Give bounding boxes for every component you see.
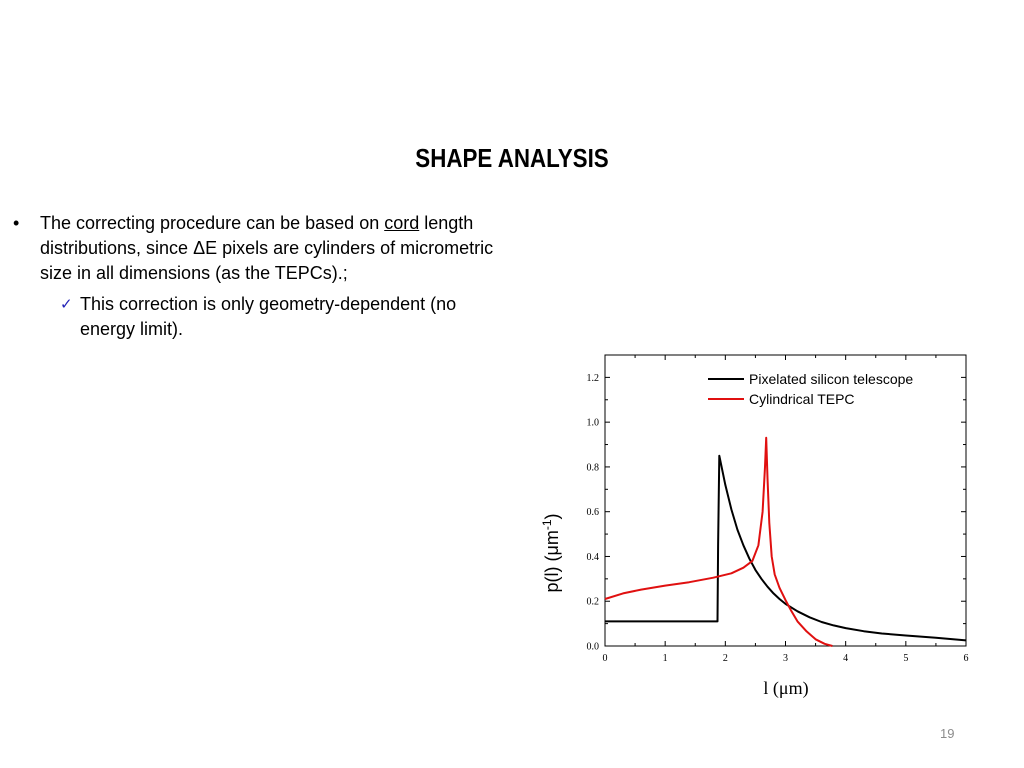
y-tick-label: 1.2 [586,372,599,384]
chart-legend [708,371,913,407]
cord-link[interactable]: cord [384,213,420,233]
y-tick-label: 0.6 [586,507,599,519]
legend-label-1: Pixelated silicon telescope [749,371,914,387]
sub-bullet-item [8,292,508,342]
bullet-dot-icon: • [13,213,20,233]
y-axis-label [540,513,562,592]
y-tick-label: 0.4 [586,551,599,563]
page-number: 19 [940,726,955,741]
chart-series [605,438,966,646]
y-axis-label-tail: ) [542,513,562,520]
x-tick-label: 0 [602,653,608,664]
slide-title: SHAPE ANALYSIS [415,143,609,173]
y-tick-label: 0.8 [586,462,599,474]
legend-label-2: Cylindrical TEPC [749,391,855,407]
x-tick-label: 1 [662,653,668,664]
bullet-list [8,211,508,342]
y-tick-label: 0.2 [586,596,599,608]
x-tick-label: 5 [903,653,909,664]
y-tick-label: 0.0 [586,641,599,653]
y-tick-label: 1.0 [586,417,599,429]
sub-bullet-text: This correction is only geometry-dependent (no energy limit). [80,294,457,339]
bullet-item-1 [8,211,508,286]
series-line-1 [605,456,966,641]
x-tick-label: 2 [722,653,728,664]
x-axis-label: l (μm) [763,678,809,698]
y-axis-label-base: p(l) (μm [542,530,562,593]
y-axis-label-sup: -1 [540,519,554,531]
checkmark-icon: ✓ [60,296,73,313]
x-tick-label: 6 [963,653,969,664]
x-tick-label: 3 [783,653,788,664]
x-tick-label: 4 [843,653,849,664]
bullet-1-text-after: length distributions, since ΔE pixels are cylinders of micrometric size in all dimensions (as the TEPCs).; [40,213,494,283]
bullet-1-text-before: The correcting procedure can be based on [40,213,385,233]
chord-length-chart [520,345,1000,715]
